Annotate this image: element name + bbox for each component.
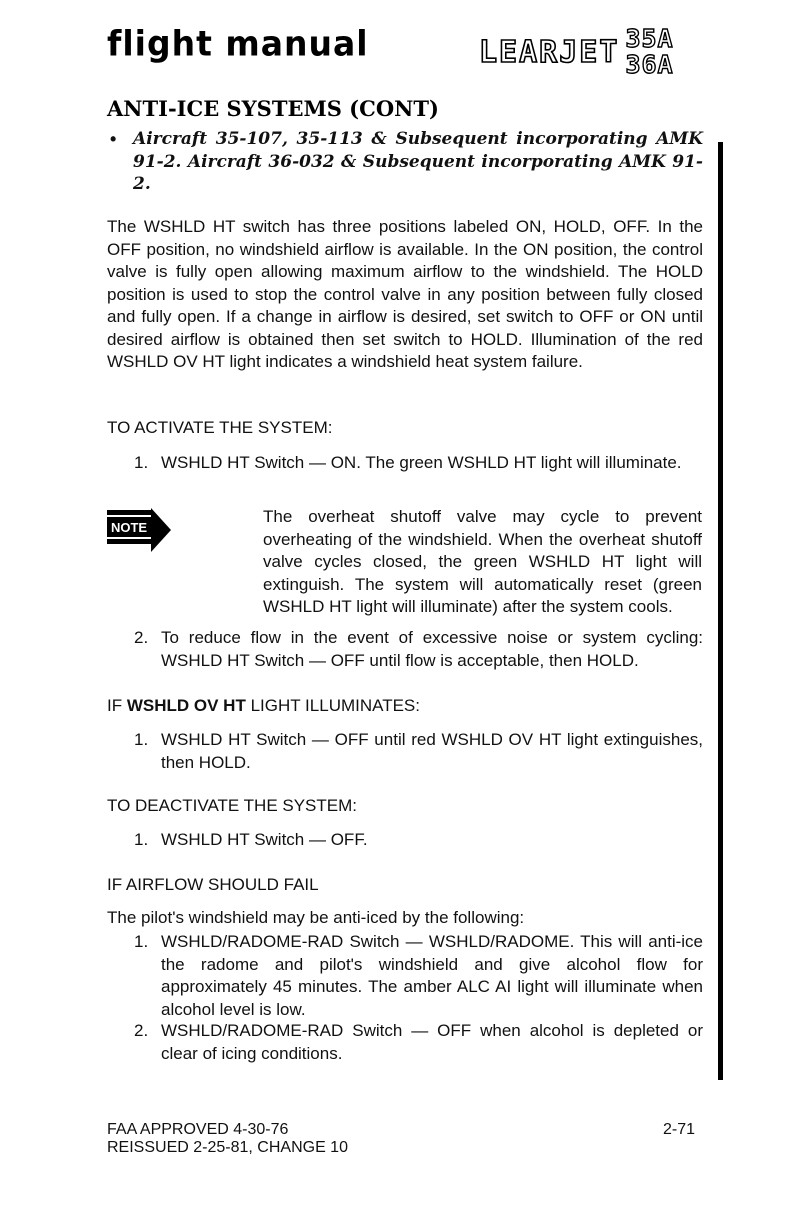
- footer-reissue: REISSUED 2-25-81, CHANGE 10: [107, 1139, 348, 1156]
- step-text: WSHLD HT Switch — OFF until red WSHLD OV HT light extinguishes, then HOLD.: [161, 730, 703, 772]
- activate-heading: TO ACTIVATE THE SYSTEM:: [107, 418, 333, 437]
- step-number: 2.: [134, 628, 149, 647]
- step-number: 1.: [134, 730, 149, 749]
- brand-name: LEARJET: [479, 34, 620, 70]
- note-icon: [107, 508, 175, 552]
- system-description: The WSHLD HT switch has three positions labeled ON, HOLD, OFF. In the OFF position, no windshield airflow is available. In the ON position, the control valve is fully open allowing maximum airflow to the windshield. The HOLD position is used to stop the control valve in any position between fully closed and fully open. If a change in airflow is desired, set switch to OFF or ON until desired airflow is obtained then set switch to HOLD. Illumination of the red WSHLD OV HT light indicates a windshield heat system failure.: [107, 217, 703, 371]
- step-text: WSHLD HT Switch — OFF.: [161, 830, 368, 849]
- heading-prefix: IF: [107, 696, 123, 715]
- step-text: To reduce flow in the event of excessive noise or system cycling: WSHLD HT Switch — OFF until flow is acceptable, then HOLD.: [161, 628, 703, 670]
- step-number: 1.: [134, 830, 149, 849]
- model-designations: [625, 26, 673, 78]
- airflow-fail-heading: IF AIRFLOW SHOULD FAIL: [107, 875, 319, 894]
- step-number: 2.: [134, 1021, 149, 1040]
- activate-step-1: [134, 452, 704, 498]
- page-number: 2-71: [663, 1121, 696, 1138]
- step-text: WSHLD/RADOME-RAD Switch — OFF when alcohol is depleted or clear of icing conditions.: [161, 1021, 703, 1063]
- heading-light-name: WSHLD OV HT: [126, 696, 246, 715]
- deactivate-heading: TO DEACTIVATE THE SYSTEM:: [107, 796, 358, 815]
- bullet-icon: •: [110, 129, 117, 149]
- heading-suffix: LIGHT ILLUMINATES:: [250, 696, 420, 715]
- deactivate-step-1: [134, 829, 704, 853]
- airflow-fail-intro: The pilot's windshield may be anti-iced by the following:: [107, 908, 525, 927]
- overheat-step-1: [134, 729, 704, 775]
- applicability-note: Aircraft 35-107, 35-113 & Subsequent incorporating AMK 91-2. Aircraft 36-032 & Subsequent incorporating AMK 91-2.: [133, 129, 703, 194]
- footer-approval: FAA APPROVED 4-30-76: [107, 1121, 289, 1138]
- activate-step-2: [134, 627, 704, 673]
- brand-logo: [479, 26, 674, 78]
- revision-change-bar: [718, 142, 723, 1080]
- step-text: WSHLD/RADOME-RAD Switch — WSHLD/RADOME. This will anti-ice the radome and pilot's windshield and give alcohol flow for approximately 45 minutes. The amber ALC AI light will illuminate when alcohol level is low.: [161, 932, 703, 1019]
- note-text: The overheat shutoff valve may cycle to prevent overheating of the windshield. When the overheat shutoff valve cycles closed, the green WSHLD HT light will extinguish. The system will automatically reset (green WSHLD HT light will illuminate) after the system cools.: [263, 507, 702, 616]
- airflow-fail-step-2: [134, 1020, 704, 1066]
- step-number: 1.: [134, 453, 149, 472]
- section-title: ANTI-ICE SYSTEMS (CONT): [107, 96, 439, 121]
- note-label: NOTE: [110, 520, 148, 535]
- manual-title: flight manual: [107, 23, 369, 64]
- model-36a: 36A: [625, 50, 674, 79]
- overheat-heading: [107, 696, 420, 716]
- step-number: 1.: [134, 932, 149, 951]
- model-35a: 35A: [625, 24, 674, 53]
- airflow-fail-step-1: [134, 931, 704, 1021]
- step-text: WSHLD HT Switch — ON. The green WSHLD HT light will illuminate.: [161, 453, 682, 472]
